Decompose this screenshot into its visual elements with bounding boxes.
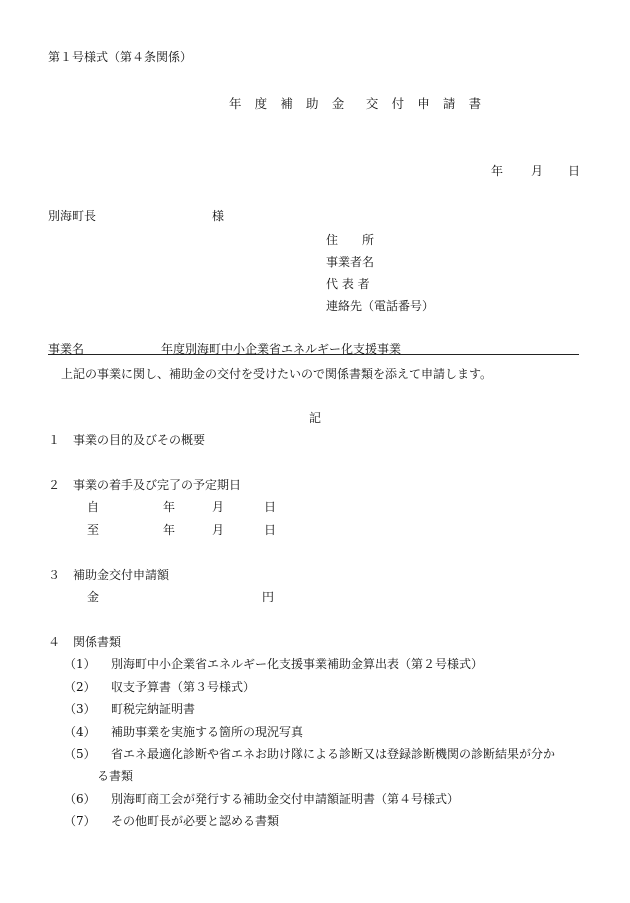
section2-number: ２ [48,478,61,492]
period-from-month: 月 [212,500,225,514]
period-to-day: 日 [264,523,277,537]
document-item-text: 補助事業を実施する箇所の現況写真 [111,725,304,739]
section1-number: １ [48,433,61,447]
document-item-text: 別海町商工会が発行する補助金交付申請額証明書（第４号様式） [111,792,460,806]
applicant-contact-label: 連絡先（電話番号） [326,299,435,313]
document-item-number: （2） [64,680,96,694]
document-item-text: 省エネ最適化診断や省エネお助け隊による診断又は登録診断機関の診断結果が分か [111,747,556,761]
document-title: 年 度 補 助 金 交 付 申 請 書 [229,96,486,111]
applicant-address-label: 住 所 [326,233,375,247]
document-item-number: （7） [64,814,96,828]
period-to-month: 月 [212,523,225,537]
form-number: 第１号様式（第４条関係） [48,50,193,64]
date-month-label: 月 [531,164,544,178]
section3-title: 補助金交付申請額 [73,568,170,582]
period-to-label: 至 [87,523,100,537]
date-year-label: 年 [491,164,504,178]
document-item-text-continuation: る書類 [97,769,134,783]
period-from-label: 自 [87,500,100,514]
project-name: 年度別海町中小企業省エネルギー化支援事業 [161,342,402,356]
document-item-text: 収支予算書（第３号様式） [111,680,256,694]
document-item-number: （4） [64,725,96,739]
applicant-business-name-label: 事業者名 [326,255,375,269]
document-item-text: その他町長が必要と認める書類 [111,814,280,828]
period-from-year: 年 [163,500,176,514]
body-text: 上記の事業に関し、補助金の交付を受けたいので関係書類を添えて申請します。 [61,367,493,381]
document-item-number: （1） [64,657,96,671]
date-day-label: 日 [568,164,581,178]
section2-title: 事業の着手及び完了の予定期日 [73,478,242,492]
section4-number: ４ [48,635,61,649]
document-item-number: （6） [64,792,96,806]
applicant-representative-label: 代 表 者 [326,277,370,291]
addressee-name: 別海町長 [48,209,97,223]
document-item-text: 別海町中小企業省エネルギー化支援事業補助金算出表（第２号様式） [111,657,484,671]
ki-heading: 記 [309,411,322,425]
amount-kin-label: 金 [87,590,100,604]
project-label: 事業名 [48,342,85,356]
section1-title: 事業の目的及びその概要 [73,433,206,447]
amount-yen-label: 円 [262,590,275,604]
document-item-number: （5） [64,747,96,761]
addressee-honorific: 様 [212,209,225,223]
section3-number: ３ [48,568,61,582]
document-item-number: （3） [64,702,96,716]
section4-title: 関係書類 [73,635,122,649]
period-from-day: 日 [264,500,277,514]
document-item-text: 町税完納証明書 [111,702,196,716]
period-to-year: 年 [163,523,176,537]
project-underline [48,354,579,355]
